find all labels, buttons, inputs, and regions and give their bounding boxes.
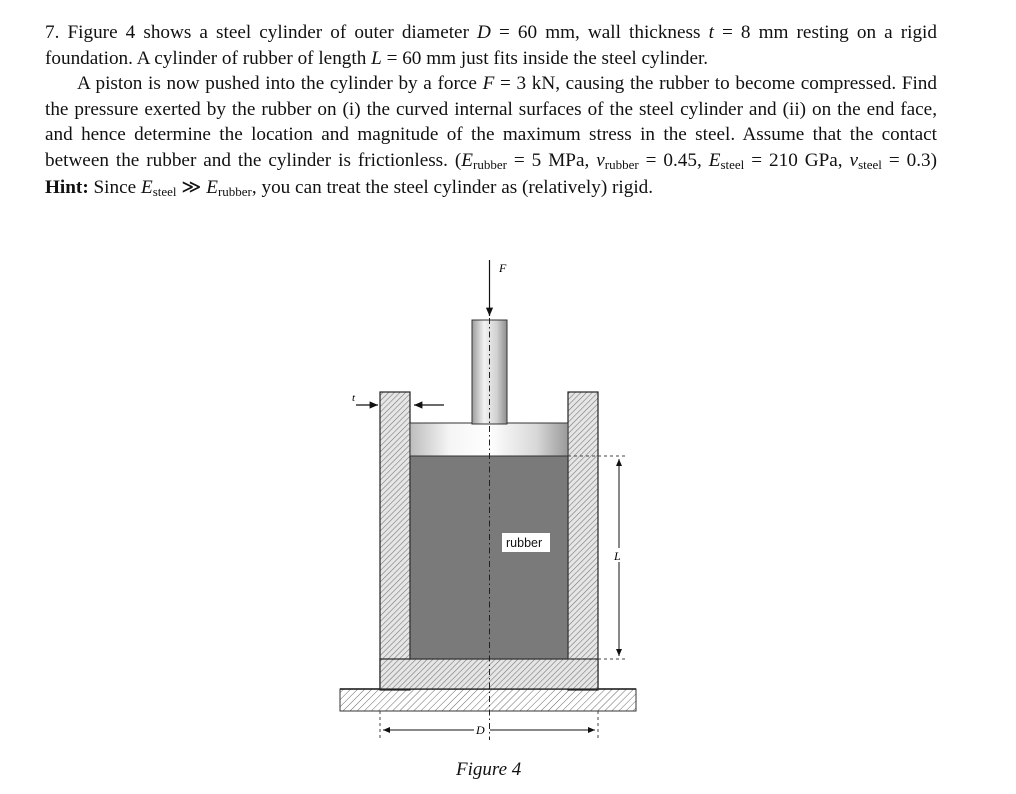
text-fragment: = 8 mm resting on a rigid foundation. A cylinder of rubber of length (45, 22, 937, 69)
text-fragment: Since (88, 176, 141, 198)
steel-cylinder-right-wall (568, 392, 598, 690)
text-fragment: = 210 GPa, (744, 149, 850, 171)
rigid-foundation (340, 689, 636, 711)
symbol-t: t (708, 22, 714, 43)
text-fragment: = 60 mm just fits inside the steel cylinder. (381, 47, 709, 69)
symbol-E: E (206, 176, 218, 198)
subscript-steel: steel (858, 156, 882, 172)
symbol-L: L (371, 47, 382, 69)
subscript-rubber: rubber (217, 183, 252, 199)
subscript-rubber: rubber (604, 156, 639, 172)
thickness-label: t (352, 392, 356, 404)
problem-number: 7. (45, 22, 60, 43)
steel-cylinder-left-wall (380, 392, 410, 690)
hint-label: Hint: (45, 176, 89, 198)
figure-caption: Figure 4 (456, 759, 522, 780)
text-fragment: = 5 MPa, (506, 149, 597, 171)
subscript-rubber: rubber (473, 156, 507, 172)
text-fragment: = 3 kN, causing the rubber to become compressed. Find the pressure exerted by the rubber on (i) the curved internal surfaces of the steel cylinder and (ii) on the end face, and hence determine the location and magnitude of the maximum stress in the steel. Assume that the contact between the rubber and the cylinder is frictionless. ( (45, 73, 937, 171)
force-label: F (499, 261, 507, 275)
rubber-label: rubber (506, 536, 543, 550)
much-greater-symbol: ≫ (176, 176, 207, 198)
symbol-nu: ν (849, 149, 859, 171)
text-fragment: Figure 4 shows a steel cylinder of outer diameter (67, 22, 478, 43)
symbol-F: F (482, 73, 495, 95)
text-fragment: = 0.3) (881, 149, 937, 171)
length-label: L (614, 549, 621, 563)
text-fragment: A piston is now pushed into the cylinder by a force (77, 73, 483, 95)
text-fragment: , you can treat the steel cylinder as (relatively) rigid. (251, 176, 654, 198)
text-fragment: = 0.45, (638, 149, 709, 171)
subscript-steel: steel (720, 156, 745, 172)
symbol-E: E (140, 176, 153, 198)
symbol-E: E (708, 149, 721, 171)
symbol-E: E (461, 149, 474, 171)
text-fragment: = 60 mm, wall thickness (490, 22, 709, 43)
symbol-D: D (477, 22, 491, 43)
diameter-label: D (476, 723, 485, 737)
symbol-nu: ν (596, 149, 605, 171)
subscript-steel: steel (152, 183, 177, 199)
